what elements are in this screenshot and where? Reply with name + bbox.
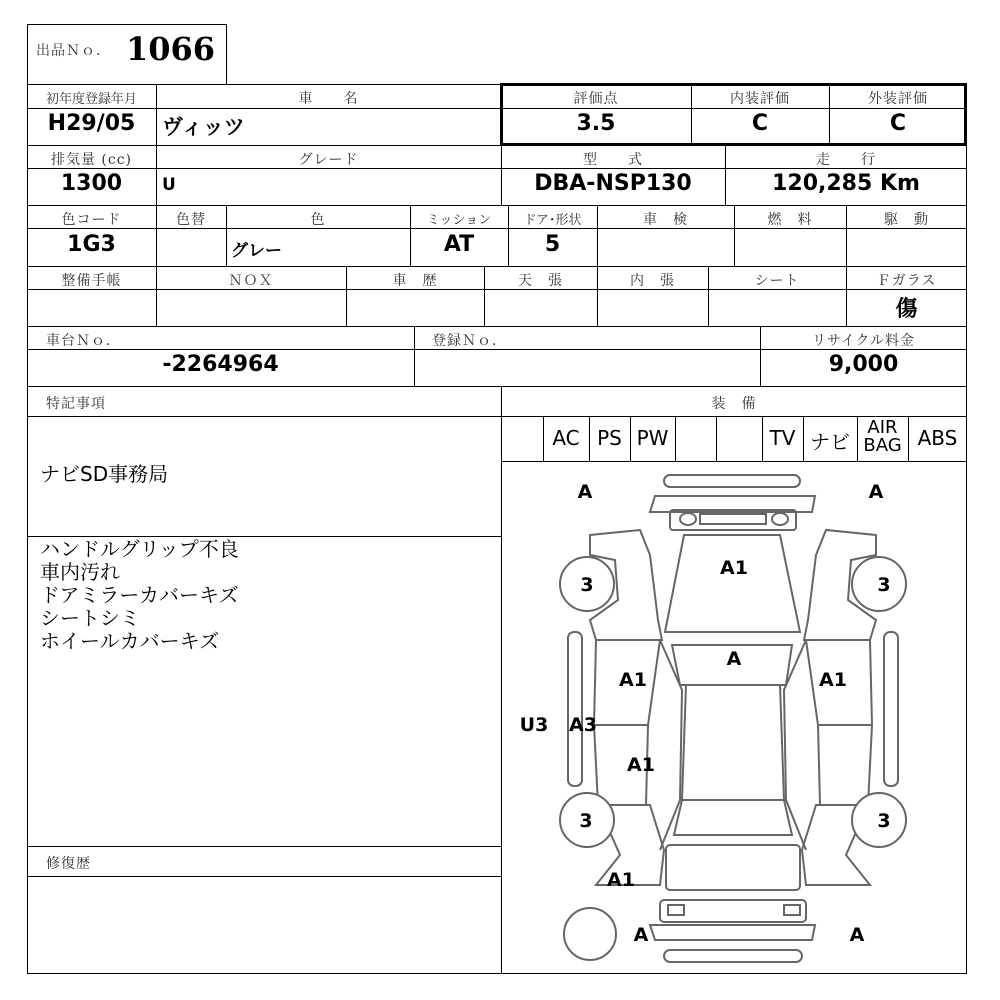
inner-label: 内 張 bbox=[630, 273, 675, 289]
chassis-value: -2264964 bbox=[162, 352, 279, 377]
exterior-value: C bbox=[889, 111, 907, 136]
tire-fr-mark: 3 bbox=[877, 574, 891, 596]
remarks-line-6: ホイールカバーキズ bbox=[40, 629, 220, 653]
repaint-label: 色替 bbox=[176, 212, 206, 228]
tire-rl-mark: 3 bbox=[579, 810, 593, 832]
fuel-label: 燃 料 bbox=[767, 212, 813, 228]
mission-label: ミッション bbox=[426, 213, 492, 228]
displacement-value: 1300 bbox=[60, 171, 123, 196]
exterior-label: 外装評価 bbox=[868, 91, 928, 107]
equipment-label: 装 備 bbox=[711, 396, 757, 412]
mark-left-front-door: A1 bbox=[619, 669, 647, 691]
lot-number: 1066 bbox=[126, 30, 216, 68]
remarks-line-2: ハンドルグリップ不良 bbox=[40, 537, 239, 561]
equip-airbag-bottom: BAG bbox=[863, 435, 902, 456]
first-reg-label: 初年度登録年月 bbox=[45, 92, 137, 107]
interior-value: C bbox=[751, 111, 769, 136]
remarks-line-4: ドアミラーカバーキズ bbox=[40, 583, 239, 607]
door-value: 5 bbox=[544, 232, 561, 257]
chassis-label: 車台Ｎｏ． bbox=[46, 333, 121, 349]
first-reg-value: H29/05 bbox=[47, 111, 136, 136]
equip-ac: AC bbox=[552, 426, 580, 450]
inspection-label: 車 検 bbox=[643, 212, 688, 228]
mark-left-rear-door: A1 bbox=[627, 754, 655, 776]
tire-fl-mark: 3 bbox=[580, 574, 594, 596]
fglass-value: 傷 bbox=[895, 296, 918, 322]
door-label: ドア･形状 bbox=[523, 213, 582, 228]
mark-left-side-outer: U3 bbox=[519, 714, 549, 736]
mark-windshield: A bbox=[726, 648, 742, 670]
nox-label: ＮＯＸ bbox=[228, 273, 274, 289]
score-label: 評価点 bbox=[573, 91, 619, 107]
car-name-label: 車 名 bbox=[298, 91, 359, 107]
equip-airbag bbox=[857, 419, 908, 455]
mark-left-rear-quarter: A1 bbox=[607, 869, 635, 891]
mark-front-right: A bbox=[868, 481, 884, 503]
car-name-value: ヴィッツ bbox=[162, 115, 245, 139]
regno-label: 登録Ｎｏ． bbox=[432, 333, 507, 349]
color-code-value: 1G3 bbox=[67, 232, 116, 257]
mark-right-front-door: A1 bbox=[819, 669, 847, 691]
color-value: グレー bbox=[231, 241, 282, 261]
car-damage-diagram bbox=[501, 461, 967, 974]
tire-rr-mark: 3 bbox=[877, 810, 891, 832]
fglass-label: Ｆガラス bbox=[876, 273, 937, 289]
maintenance-label: 整備手帳 bbox=[61, 273, 122, 289]
mark-left-sill: A3 bbox=[569, 714, 597, 736]
equip-ps: PS bbox=[597, 426, 622, 450]
mileage-label: 走 行 bbox=[816, 152, 876, 168]
remarks-line-1: ナビSD事務局 bbox=[40, 462, 169, 486]
lot-number-label: 出品Ｎｏ． bbox=[36, 43, 111, 59]
remarks-label: 特記事項 bbox=[46, 396, 106, 412]
recycle-label: リサイクル料金 bbox=[811, 333, 916, 349]
mark-hood: A1 bbox=[720, 557, 748, 579]
equip-airbag-top: AIR bbox=[867, 417, 898, 438]
repair-label: 修復歴 bbox=[46, 856, 91, 872]
color-code-label: 色コード bbox=[61, 212, 122, 228]
equip-abs: ABS bbox=[917, 426, 958, 450]
drive-label: 駆 動 bbox=[884, 212, 929, 228]
mark-front-left: A bbox=[577, 481, 593, 503]
grade-value: U bbox=[162, 175, 176, 195]
score-value: 3.5 bbox=[576, 111, 616, 136]
remarks-line-3: 車内汚れ bbox=[40, 560, 120, 584]
equip-pw: PW bbox=[636, 426, 669, 450]
color-label: 色 bbox=[310, 212, 326, 228]
equip-navi: ナビ bbox=[810, 430, 850, 454]
grade-label: グレード bbox=[298, 152, 359, 168]
history-label: 車 歴 bbox=[392, 273, 438, 289]
interior-label: 内装評価 bbox=[730, 91, 790, 107]
model-label: 型 式 bbox=[583, 152, 643, 168]
recycle-value: 9,000 bbox=[828, 352, 899, 377]
displacement-label: 排気量 (cc) bbox=[50, 152, 133, 168]
sunroof-label: 天 張 bbox=[518, 273, 563, 289]
mileage-value: 120,285 Km bbox=[772, 171, 920, 196]
remarks-line-5: シートシミ bbox=[40, 606, 140, 630]
seat-label: シート bbox=[754, 273, 800, 289]
mark-rear-right: A bbox=[849, 924, 865, 946]
mark-rear-left: A bbox=[633, 924, 649, 946]
equip-tv: TV bbox=[769, 426, 796, 450]
mission-value: AT bbox=[443, 232, 475, 257]
model-value: DBA-NSP130 bbox=[534, 171, 692, 196]
